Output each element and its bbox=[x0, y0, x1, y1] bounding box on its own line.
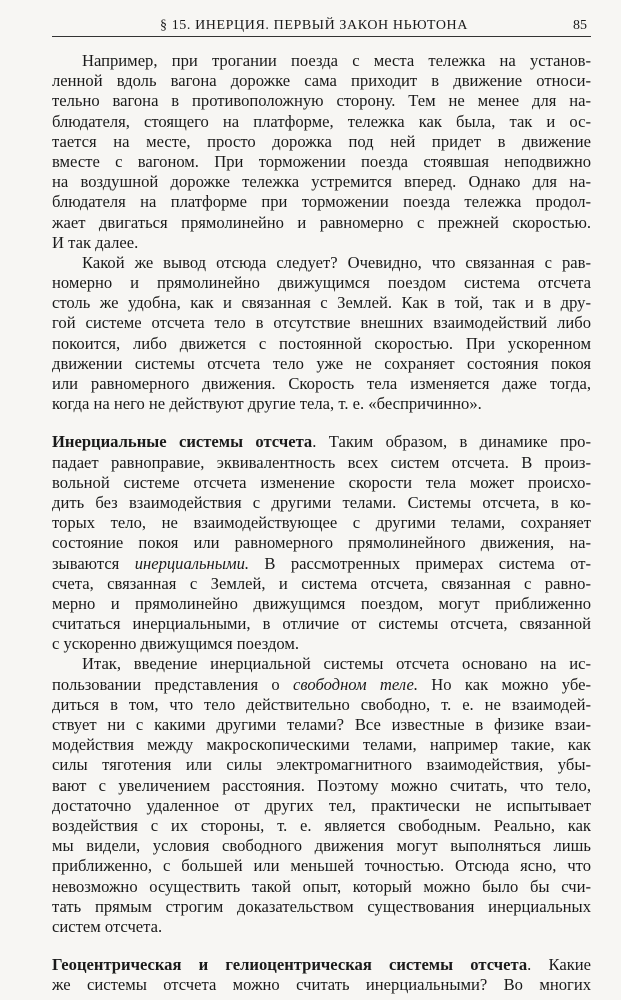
text-run: И так далее. bbox=[52, 232, 139, 252]
text-line bbox=[52, 374, 591, 394]
text-run: ствует ни с какими другими телами? Все известные в физике взаи- bbox=[52, 715, 591, 734]
text-run: воздействия с их стороны, т. е. является свободным. Реально, как bbox=[52, 815, 591, 835]
page-number: 85 bbox=[573, 18, 587, 33]
text-line bbox=[52, 112, 591, 132]
text-line bbox=[52, 334, 591, 354]
text-line bbox=[52, 755, 591, 775]
text-line bbox=[52, 654, 591, 674]
text-run: падает равноправие, эквивалентность всех систем отсчета. В произ- bbox=[52, 452, 591, 472]
text-line bbox=[52, 313, 591, 333]
text-line bbox=[52, 354, 591, 374]
text-run: номерно и прямолинейно движущимся поездом система отсчета bbox=[52, 273, 591, 293]
text-run: зываются bbox=[52, 553, 135, 573]
text-line bbox=[52, 152, 591, 172]
bold-heading: Инерциальные системы отсчета bbox=[52, 432, 313, 452]
text-line bbox=[52, 614, 591, 634]
text-run: же системы отсчета можно считать инерциальными? Во многих bbox=[52, 975, 591, 995]
text-run: . Таким образом, в динамике про- bbox=[312, 432, 591, 452]
text-line bbox=[52, 836, 591, 856]
text-run: считаться инерциальными, в отличие от системы отсчета, связанной bbox=[52, 614, 591, 634]
text-run: на воздушной дорожке тележка устремится вперед. Однако для на- bbox=[52, 172, 591, 192]
text-line bbox=[52, 293, 591, 313]
text-run: мерно и прямолинейно движущимся поездом, могут приближенно bbox=[52, 593, 591, 613]
text-line bbox=[52, 513, 591, 533]
text-line bbox=[52, 554, 591, 574]
text-run: тается на месте, просто дорожка под ней придет в движение bbox=[52, 131, 591, 151]
text-run: В рассмотренных примерах система от- bbox=[249, 553, 591, 573]
text-run: дить без взаимодействия с другими телами. Системы отсчета, в ко- bbox=[52, 492, 591, 512]
text-line bbox=[52, 634, 591, 654]
text-run: ленной вдоль вагона дорожке сама приходит в движение относи- bbox=[52, 71, 591, 91]
text-line bbox=[52, 955, 591, 975]
text-line bbox=[52, 71, 591, 91]
text-line bbox=[52, 897, 591, 917]
text-line bbox=[52, 695, 591, 715]
text-run: мы видели, условия свободного движения могут выполняться лишь bbox=[52, 836, 591, 856]
text-run: торых тело, не взаимодействующее с другими телами, сохраняет bbox=[52, 513, 591, 533]
text-run: Итак, введение инерциальной системы отсчета основано на ис- bbox=[82, 654, 591, 674]
text-run: состояние покоя или равномерного прямолинейного движения, на- bbox=[52, 533, 591, 553]
text-run: вают с увеличением расстояния. Поэтому можно считать, что тело, bbox=[52, 775, 591, 795]
text-run: Какой же вывод отсюда следует? Очевидно, что связанная с рав- bbox=[82, 252, 591, 272]
text-run: модействия между макроскопическими телами, например такие, как bbox=[52, 735, 591, 755]
paragraph bbox=[52, 432, 591, 654]
running-header bbox=[52, 16, 591, 37]
text-line bbox=[52, 432, 591, 452]
text-line bbox=[52, 273, 591, 293]
text-run: или равномерного движения. Скорость тела изменяется даже тогда, bbox=[52, 374, 591, 393]
text-line bbox=[52, 453, 591, 473]
italic-term: инерциальными. bbox=[134, 553, 250, 573]
text-run: силы тяготения или силы электромагнитного взаимодействия, убы- bbox=[52, 755, 591, 775]
text-line bbox=[52, 856, 591, 876]
paragraph bbox=[52, 51, 591, 253]
text-line bbox=[52, 253, 591, 273]
text-line bbox=[52, 394, 591, 414]
text-line bbox=[52, 816, 591, 836]
text-run: столь же удобна, как и связанная с Землей. Как в той, так и в дру- bbox=[52, 293, 591, 313]
text-line bbox=[52, 675, 591, 695]
text-run: жает двигаться прямолинейно и равномерно с прежней скоростью. bbox=[52, 212, 591, 232]
text-run: систем отсчета. bbox=[52, 916, 163, 936]
text-line bbox=[52, 493, 591, 513]
text-line bbox=[52, 213, 591, 233]
text-run: . Какие bbox=[527, 955, 591, 975]
paragraph bbox=[52, 955, 591, 995]
text-run: движении системы отсчета тело уже не сохраняет состояния покоя bbox=[52, 353, 591, 373]
text-run: Например, при трогании поезда с места тележка на установ- bbox=[82, 51, 591, 70]
text-run: покоится, либо движется с постоянной скоростью. При ускоренном bbox=[52, 333, 591, 353]
text-line bbox=[52, 796, 591, 816]
paragraph-gap bbox=[52, 414, 591, 432]
text-line bbox=[52, 91, 591, 111]
text-run: тельно вагона в противоположную сторону. Тем не менее для на- bbox=[52, 91, 591, 111]
text-run: приближенно, с большей или меньшей точностью. Отсюда ясно, что bbox=[52, 856, 591, 876]
text-run: счета, связанная с Землей, и система отсчета, связанная с равно- bbox=[52, 573, 591, 593]
text-line bbox=[52, 132, 591, 152]
text-run: с ускоренно движущимся поездом. bbox=[52, 634, 300, 654]
text-line bbox=[52, 594, 591, 614]
text-run: достаточно удаленное от других тел, практически не испытывает bbox=[52, 795, 591, 815]
bold-heading: Геоцентрическая и гелиоцентрическая системы отсчета bbox=[52, 955, 528, 975]
text-line bbox=[52, 473, 591, 493]
text-line bbox=[52, 917, 591, 937]
page-body bbox=[52, 51, 591, 995]
section-title: § 15. ИНЕРЦИЯ. ПЕРВЫЙ ЗАКОН НЬЮТОНА bbox=[160, 18, 468, 33]
text-line bbox=[52, 877, 591, 897]
text-line bbox=[52, 192, 591, 212]
text-run: тать прямым строгим доказательством существования инерциальных bbox=[52, 896, 591, 916]
text-run: вольной системе отсчета изменение скорости тела может происхо- bbox=[52, 472, 591, 492]
text-run: пользовании представления о bbox=[52, 674, 294, 694]
paragraph bbox=[52, 253, 591, 415]
text-line bbox=[52, 735, 591, 755]
text-run: диться в том, что тело действительно свободно, т. е. не взаимодей- bbox=[52, 694, 591, 714]
text-line bbox=[52, 574, 591, 594]
text-run: Но как можно убе- bbox=[417, 674, 591, 694]
paragraph-gap bbox=[52, 937, 591, 955]
text-line bbox=[52, 975, 591, 995]
text-run: вместе с вагоном. При торможении поезда стоявшая неподвижно bbox=[52, 151, 591, 171]
text-run: блюдателя на платформе при торможении поезда тележка продол- bbox=[52, 192, 591, 212]
text-run: гой системе отсчета тело в отсутствие внешних взаимодействий либо bbox=[52, 313, 591, 333]
text-line bbox=[52, 715, 591, 735]
text-run: блюдателя, стоящего на платформе, тележка как была, так и ос- bbox=[52, 111, 591, 131]
text-line bbox=[52, 533, 591, 553]
text-line bbox=[52, 51, 591, 71]
text-run: когда на него не действуют другие тела, т. е. «беспричинно». bbox=[52, 394, 482, 414]
text-run: невозможно осуществить такой опыт, который можно было бы счи- bbox=[52, 876, 591, 896]
text-line bbox=[52, 776, 591, 796]
text-line bbox=[52, 172, 591, 192]
italic-term: свободном теле. bbox=[293, 674, 418, 694]
paragraph bbox=[52, 654, 591, 937]
text-line bbox=[52, 233, 591, 253]
